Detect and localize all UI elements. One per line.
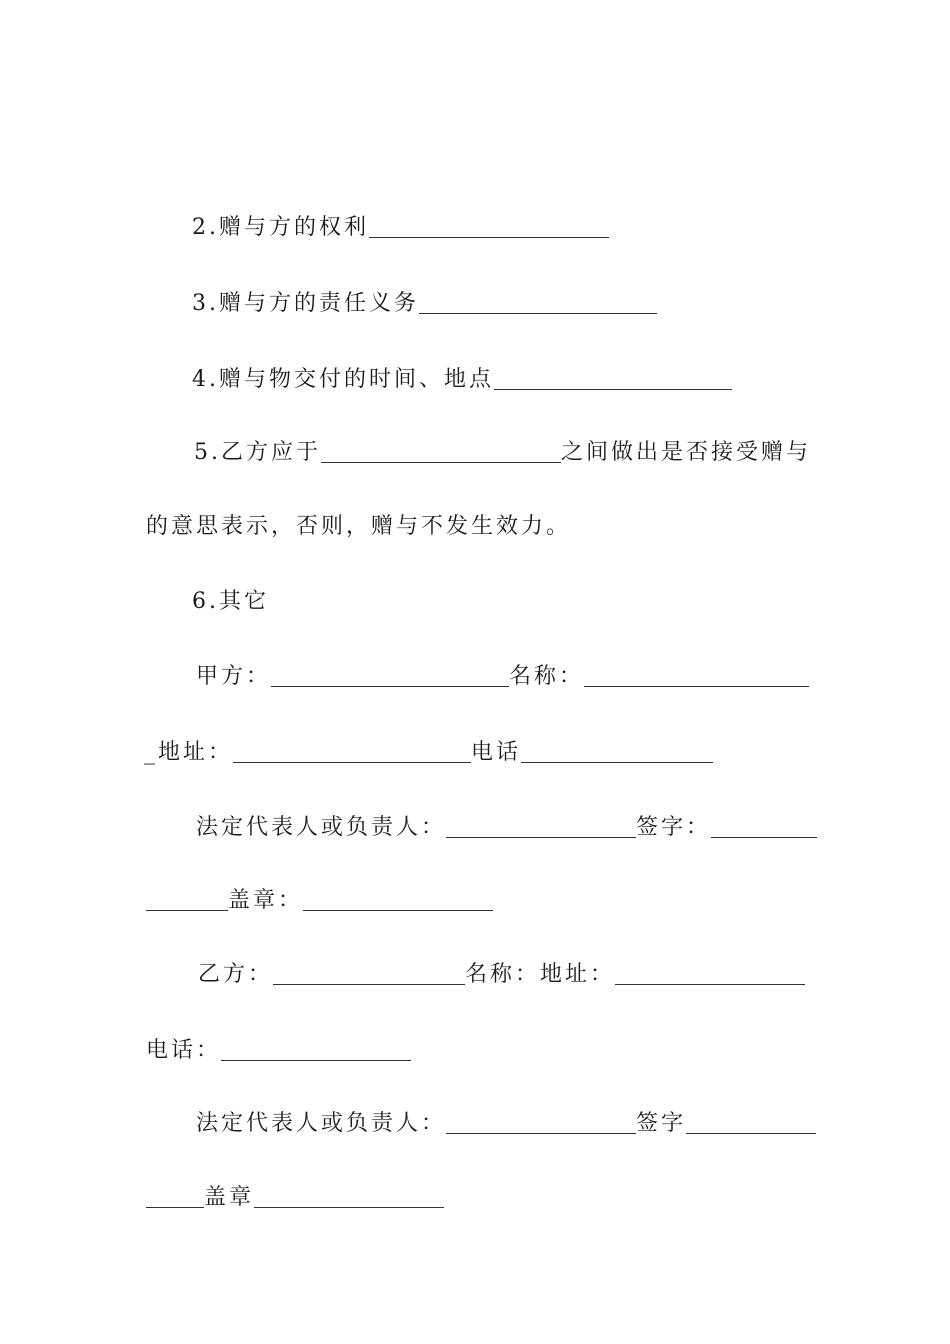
party-a-line-1 [196, 662, 809, 692]
clause-3-text: 3.赠与方的责任义务 [192, 291, 419, 316]
clause-6-text: 6.其它 [192, 589, 269, 614]
blank-field [271, 664, 509, 687]
clause-5-text-start: 5.乙方应于 [194, 440, 321, 465]
clause-5-line-1 [194, 438, 811, 468]
blank-field [615, 962, 805, 985]
party-b-name-address-label: 名称：地址： [465, 962, 616, 987]
party-b-phone-label: 电话： [146, 1038, 222, 1063]
blank-field [303, 888, 493, 911]
party-b-label: 乙方： [198, 962, 274, 987]
party-a-sign-label: 签字： [636, 815, 712, 840]
clause-6 [192, 587, 269, 617]
party-b-rep-label: 法定代表人或负责人： [196, 1111, 447, 1136]
blank-field [584, 664, 809, 687]
clause-5-text-continued: 的意思表示，否则，赠与不发生效力。 [146, 514, 572, 539]
party-a-line-4 [146, 886, 493, 916]
blank-field [419, 291, 657, 314]
blank-field [711, 815, 817, 838]
blank-field [221, 1038, 411, 1061]
party-a-phone-label: 电话 [471, 740, 522, 765]
party-b-line-3 [196, 1109, 816, 1139]
blank-field [146, 1185, 204, 1208]
party-a-address-label: _地址： [144, 740, 234, 765]
blank-field [146, 888, 228, 911]
party-a-label: 甲方： [196, 664, 272, 689]
party-a-rep-label: 法定代表人或负责人： [196, 815, 447, 840]
clause-5-line-2 [146, 512, 571, 542]
blank-field [446, 1111, 636, 1134]
clause-2-text: 2.赠与方的权利 [192, 215, 369, 240]
blank-field [686, 1111, 816, 1134]
blank-field [494, 367, 732, 390]
clause-4-text: 4.赠与物交付的时间、地点 [192, 367, 494, 392]
party-a-line-2 [144, 738, 713, 768]
blank-field [273, 962, 465, 985]
blank-field [521, 740, 713, 763]
party-a-name-label: 名称： [509, 664, 585, 689]
blank-field [321, 440, 561, 463]
clause-4 [192, 365, 732, 395]
party-b-line-1 [198, 960, 805, 990]
blank-field [254, 1185, 444, 1208]
party-a-seal-label: 盖章： [228, 888, 304, 913]
clause-2 [192, 213, 609, 243]
party-b-line-2 [146, 1036, 411, 1066]
party-b-seal-label: 盖章 [204, 1185, 255, 1210]
blank-field [369, 215, 609, 238]
party-a-line-3 [196, 813, 817, 843]
party-b-line-4 [146, 1183, 444, 1213]
party-b-sign-label: 签字 [636, 1111, 687, 1136]
clause-3 [192, 289, 657, 319]
blank-field [233, 740, 471, 763]
blank-field [446, 815, 636, 838]
clause-5-text-end: 之间做出是否接受赠与 [561, 440, 812, 465]
